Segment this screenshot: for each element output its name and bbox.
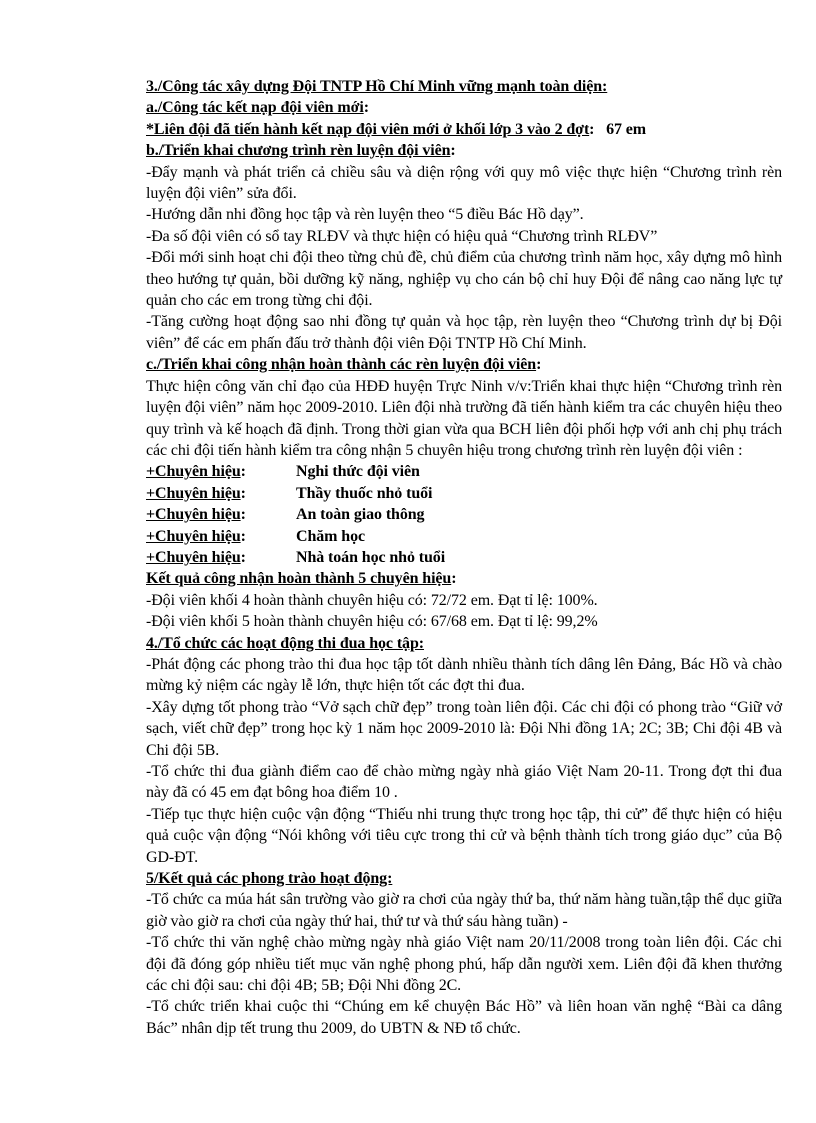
badge-row (146, 547, 782, 568)
paragraph: Thực hiện công văn chỉ đạo của HĐĐ huyện Trực Ninh v/v:Triển khai thực hiện “Chương trình rèn luyện đội viên” năm học 2009-2010. Liên đội nhà trường đã tiến hành kiểm tra các chuyên hiệu theo quy trình và kế hoạch đã định. Trong thời gian vừa qua BCH liên đội phối hợp với anh chị phụ trách các chi đội tiến hành kiểm tra công nhận 5 chuyên hiệu trong chương trình rèn luyện đội viên : (146, 377, 782, 459)
badge-label: +Chuyên hiệu: (146, 484, 246, 502)
admission-value: 67 em (606, 120, 647, 138)
subsection-c-heading (146, 354, 782, 375)
result-line: -Đội viên khối 4 hoàn thành chuyên hiệu có: 72/72 em. Đạt tỉ lệ: 100%. (146, 591, 598, 609)
subsection-c-title: c./Triển khai công nhận hoàn thành các rèn luyện đội viên (146, 356, 537, 374)
section-5-heading: 5/Kết quả các phong trào hoạt động: (146, 870, 393, 888)
badge-name: Chăm học (296, 527, 365, 545)
paragraph: -Phát động các phong trào thi đua học tập tốt dành nhiều thành tích dâng lên Đảng, Bác Hồ và chào mừng kỷ niệm các ngày lễ lớn, thực hiện tốt các đợt thi đua. (146, 655, 782, 695)
badge-label: +Chuyên hiệu: (146, 527, 246, 545)
badge-name: Nhà toán học nhỏ tuổi (296, 548, 446, 566)
paragraph: -Hướng dẫn nhi đồng học tập và rèn luyện theo “5 điều Bác Hồ dạy”. (146, 206, 584, 224)
admission-line (146, 119, 782, 140)
paragraph: -Tổ chức thi đua giành điểm cao để chào mừng ngày nhà giáo Việt Nam 20-11. Trong đợt thi đua này đã có 45 em đạt bông hoa điểm 10 . (146, 763, 782, 802)
paragraph: -Tiếp tục thực hiện cuộc vận động “Thiếu nhi trung thực trong học tập, thi cử” để thực hiện có hiệu quả cuộc vận động “Nói không với tiêu cực trong thi cử và bệnh thành tích trong giáo dục” của Bộ GD-ĐT. (146, 805, 782, 866)
admission-colon: : (589, 120, 595, 138)
result-heading (146, 568, 782, 589)
document-body (146, 76, 782, 1039)
badge-row (146, 461, 782, 482)
subsection-b-colon: : (450, 142, 456, 160)
result-colon: : (451, 570, 457, 588)
badge-row (146, 526, 782, 547)
subsection-b-heading (146, 140, 782, 161)
badge-label: +Chuyên hiệu: (146, 463, 246, 481)
badge-label: +Chuyên hiệu: (146, 548, 246, 566)
badge-name: Nghi thức đội viên (296, 463, 420, 481)
paragraph: -Đổi mới sinh hoạt chi đội theo từng chủ đề, chủ điểm của chương trình năm học, xây dựng mô hình theo hướng tự quản, bồi dưỡng kỹ năng, nghiệp vụ cho cán bộ chỉ huy Đội để nâng cao năng lực tự quản cho các em trong từng chi đội. (146, 249, 782, 310)
badge-label: +Chuyên hiệu: (146, 506, 246, 524)
paragraph: -Đa số đội viên có sổ tay RLĐV và thực hiện có hiệu quả “Chương trình RLĐV” (146, 227, 658, 245)
paragraph: -Tổ chức ca múa hát sân trường vào giờ ra chơi của ngày thứ ba, thứ năm hàng tuần,tập thể dục giữa giờ vào giờ ra chơi của ngày thứ hai, thứ tư và thứ sáu hàng tuần) - (146, 891, 782, 930)
paragraph: -Tăng cường hoạt động sao nhi đồng tự quản và học tập, rèn luyện theo “Chương trình dự bị Đội viên” để các em phấn đấu trở thành đội viên Đội TNTP Hồ Chí Minh. (146, 313, 782, 352)
badge-row (146, 483, 782, 504)
badge-row (146, 504, 782, 525)
paragraph: -Xây dựng tốt phong trào “Vở sạch chữ đẹp” trong toàn liên đội. Các chi đội có phong trào “Giữ vở sạch, viết chữ đẹp” trong học kỳ 1 năm học 2009-2010 là: Đội Nhi đồng 1A; 2C; 3B; Chi đội 4B và Chi đội 5B. (146, 698, 782, 759)
subsection-a-colon: : (363, 99, 369, 117)
badge-name: Thầy thuốc nhỏ tuổi (296, 484, 433, 502)
paragraph: -Tổ chức thi văn nghệ chào mừng ngày nhà giáo Việt nam 20/11/2008 trong toàn liên đội. Các chi đội đã đóng góp nhiều tiết mục văn nghệ phong phú, hấp dẫn người xem. Liên đội đã khen thưởng các chi đội sau: chi đội 4B; 5B; Đội Nhi đồng 2C. (146, 934, 782, 995)
section-4-heading: 4./Tổ chức các hoạt động thi đua học tập: (146, 634, 424, 652)
result-line: -Đội viên khối 5 hoàn thành chuyên hiệu có: 67/68 em. Đạt tỉ lệ: 99,2% (146, 613, 598, 631)
subsection-a-title: a./Công tác kết nạp đội viên mới (146, 99, 364, 117)
subsection-a-heading (146, 97, 782, 118)
section-3-heading: 3./Công tác xây dựng Đội TNTP Hồ Chí Minh vững mạnh toàn diện: (146, 78, 608, 95)
paragraph: -Đẩy mạnh và phát triển cả chiều sâu và diện rộng với quy mô việc thực hiện “Chương trình rèn luyện đội viên” sửa đổi. (146, 163, 782, 203)
admission-text: *Liên đội đã tiến hành kết nạp đội viên mới ở khối lớp 3 vào 2 đợt (146, 120, 590, 138)
paragraph: -Tổ chức triển khai cuộc thi “Chúng em kể chuyện Bác Hồ” và liên hoan văn nghệ “Bài ca dâng Bác” nhân dịp tết trung thu 2009, do UBTN & NĐ tổ chức. (146, 998, 782, 1037)
badge-name: An toàn giao thông (296, 506, 425, 524)
subsection-b-title: b./Triển khai chương trình rèn luyện đội viên (146, 142, 451, 160)
result-title: Kết quả công nhận hoàn thành 5 chuyên hiệu (146, 570, 452, 588)
subsection-c-colon: : (536, 356, 542, 374)
